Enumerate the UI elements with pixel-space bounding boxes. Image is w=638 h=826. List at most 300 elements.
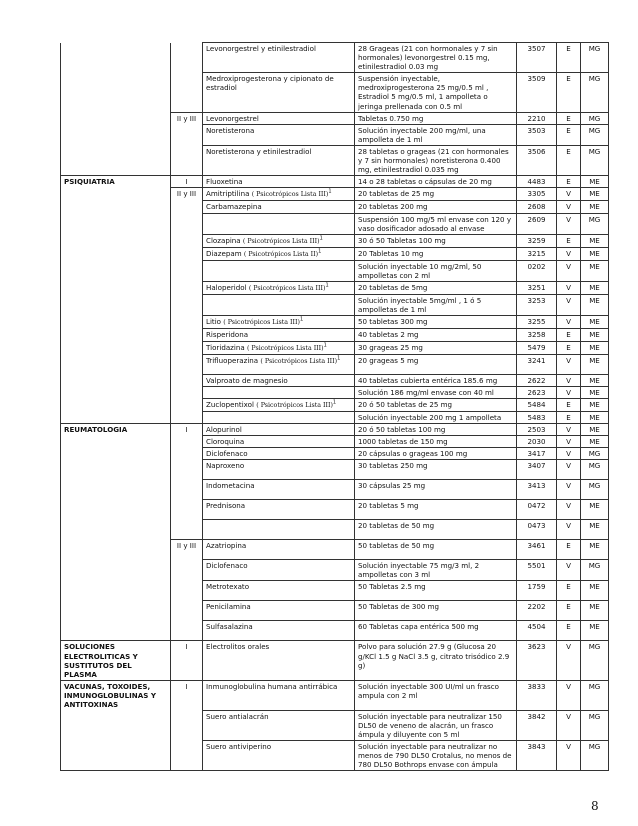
medication-name: Diclofenaco	[206, 449, 248, 459]
mg-cell: ME	[581, 436, 609, 448]
mg-cell: ME	[581, 601, 609, 621]
mg-cell: ME	[581, 520, 609, 540]
ev-cell: V	[557, 316, 581, 329]
medication-name: Noretisterona	[206, 125, 255, 135]
presentation-cell: 20 tabletas de 50 mg	[355, 520, 517, 540]
code-cell: 3833	[517, 680, 557, 710]
presentation-cell: 20 ó 50 tabletas 100 mg	[355, 424, 517, 436]
ev-cell: V	[557, 741, 581, 771]
mg-cell: ME	[581, 621, 609, 641]
medication-name-cell	[203, 520, 355, 540]
table-row	[61, 329, 609, 341]
section-cell	[61, 354, 171, 374]
mg-cell: ME	[581, 234, 609, 247]
table-row	[61, 448, 609, 460]
ev-cell: E	[557, 621, 581, 641]
table-row	[61, 581, 609, 601]
section-cell	[61, 282, 171, 295]
ev-cell: E	[557, 601, 581, 621]
medication-name-cell	[203, 641, 355, 680]
ev-cell: V	[557, 424, 581, 436]
medication-name: Metrotexato	[206, 582, 250, 592]
medication-name: Sulfasalazina	[206, 622, 253, 632]
medication-name-cell	[203, 176, 355, 188]
mg-cell: ME	[581, 386, 609, 398]
presentation-cell: 60 Tabletas capa entérica 500 mg	[355, 621, 517, 641]
presentation-cell: 28 tabletas o grageas (21 con hormonales y 7 sin hormonales) noretisterona 0.400 mg, etinilestradiol 0.035 mg	[355, 145, 517, 175]
presentation-cell: 20 tabletas de 25 mg	[355, 188, 517, 201]
presentation-cell: Tabletas 0.750 mg	[355, 112, 517, 124]
code-cell: 3255	[517, 316, 557, 329]
psychotropic-note: ( Psicotrópicos Lista III)	[251, 191, 329, 199]
medication-name-cell	[203, 540, 355, 560]
mg-cell: ME	[581, 329, 609, 341]
mg-cell: ME	[581, 424, 609, 436]
section-cell: SOLUCIONES ELECTROLITICAS Y SUSTITUTOS DEL PLASMA	[61, 641, 171, 680]
code-cell: 2030	[517, 436, 557, 448]
code-cell: 3413	[517, 480, 557, 500]
level-cell	[171, 500, 203, 520]
medication-name: Prednisona	[206, 501, 246, 511]
table-row	[61, 124, 609, 145]
ev-cell: V	[557, 213, 581, 234]
medication-name-cell	[203, 411, 355, 423]
section-cell	[61, 710, 171, 740]
mg-cell: MG	[581, 73, 609, 112]
medication-name-cell	[203, 741, 355, 771]
section-cell	[61, 741, 171, 771]
code-cell: 3506	[517, 145, 557, 175]
ev-cell: E	[557, 43, 581, 73]
medication-name: Electrolitos orales	[206, 642, 270, 652]
code-cell: 1759	[517, 581, 557, 601]
level-cell	[171, 741, 203, 771]
ev-cell: V	[557, 436, 581, 448]
table-row	[61, 316, 609, 329]
page-number: 8	[591, 799, 599, 813]
footnote-marker: 1	[323, 342, 327, 349]
table-row	[61, 460, 609, 480]
table-row	[61, 260, 609, 281]
table-row	[61, 374, 609, 386]
presentation-cell: 50 tabletas 300 mg	[355, 316, 517, 329]
section-cell	[61, 581, 171, 601]
medication-name-cell	[203, 260, 355, 281]
footnote-marker: 1	[299, 316, 304, 323]
level-cell: II y III	[171, 188, 203, 201]
presentation-cell: Solución inyectable para neutralizar no menos de 790 DL50 Crotalus, no menos de 780 DL50 Bothrops envase con ámpula	[355, 741, 517, 771]
section-cell	[61, 560, 171, 581]
medication-name: Haloperidol	[206, 283, 247, 293]
mg-cell: ME	[581, 188, 609, 201]
section-cell	[61, 112, 171, 124]
level-cell	[171, 621, 203, 641]
ev-cell: V	[557, 260, 581, 281]
medication-name: Trifluoperazina	[206, 355, 259, 365]
mg-cell: ME	[581, 282, 609, 295]
section-cell	[61, 234, 171, 247]
ev-cell: V	[557, 374, 581, 386]
presentation-cell: Solución inyectable 200 mg 1 ampolleta	[355, 411, 517, 423]
code-cell: 3623	[517, 641, 557, 680]
presentation-cell: 20 tabletas de 5mg	[355, 282, 517, 295]
code-cell: 3509	[517, 73, 557, 112]
medication-name: Tioridazina	[206, 342, 245, 352]
code-cell: 5484	[517, 398, 557, 411]
medication-name-cell	[203, 581, 355, 601]
section-cell	[61, 621, 171, 641]
level-cell	[171, 411, 203, 423]
medication-name: Suero antiviperino	[206, 742, 272, 752]
medication-name-cell	[203, 398, 355, 411]
table-row	[61, 500, 609, 520]
code-cell: 3305	[517, 188, 557, 201]
table-row	[61, 520, 609, 540]
ev-cell: E	[557, 411, 581, 423]
table-row	[61, 710, 609, 740]
section-cell: PSIQUIATRIA	[61, 176, 171, 188]
presentation-cell: Solución inyectable 300 UI/ml un frasco ampula con 2 ml	[355, 680, 517, 710]
code-cell: 5483	[517, 411, 557, 423]
medication-name-cell	[203, 436, 355, 448]
code-cell: 3258	[517, 329, 557, 341]
ev-cell: V	[557, 680, 581, 710]
mg-cell: ME	[581, 411, 609, 423]
table-row	[61, 282, 609, 295]
level-cell	[171, 354, 203, 374]
psychotropic-note: ( Psicotrópicos Lista III)	[248, 285, 326, 293]
table-row	[61, 621, 609, 641]
section-cell	[61, 73, 171, 112]
level-cell	[171, 73, 203, 112]
table-row	[61, 540, 609, 560]
level-cell	[171, 260, 203, 281]
code-cell: 5501	[517, 560, 557, 581]
medication-name-cell	[203, 448, 355, 460]
ev-cell: E	[557, 234, 581, 247]
mg-cell: ME	[581, 540, 609, 560]
level-cell	[171, 247, 203, 260]
level-cell	[171, 213, 203, 234]
section-cell	[61, 460, 171, 480]
footnote-marker: 1	[319, 235, 323, 242]
mg-cell: MG	[581, 145, 609, 175]
code-cell: 2609	[517, 213, 557, 234]
level-cell	[171, 436, 203, 448]
section-cell	[61, 448, 171, 460]
footnote-marker: 1	[332, 399, 337, 406]
medication-name-cell	[203, 201, 355, 213]
ev-cell: V	[557, 460, 581, 480]
level-cell	[171, 282, 203, 295]
mg-cell: ME	[581, 354, 609, 374]
code-cell: 0202	[517, 260, 557, 281]
ev-cell: E	[557, 176, 581, 188]
psychotropic-note: ( Psicotrópicos Lista II)	[243, 250, 319, 258]
level-cell	[171, 295, 203, 316]
medication-name: Inmunoglobulina humana antirrábica	[206, 681, 338, 691]
mg-cell: ME	[581, 398, 609, 411]
mg-cell: MG	[581, 460, 609, 480]
ev-cell: V	[557, 480, 581, 500]
level-cell	[171, 234, 203, 247]
medication-name: Fluoxetina	[206, 177, 243, 187]
level-cell	[171, 201, 203, 213]
medication-name: Clozapina	[206, 235, 241, 245]
table-row	[61, 201, 609, 213]
ev-cell: E	[557, 341, 581, 354]
code-cell: 3259	[517, 234, 557, 247]
ev-cell: E	[557, 540, 581, 560]
mg-cell: MG	[581, 741, 609, 771]
presentation-cell: 28 Grageas (21 con hormonales y 7 sin hormonales) levonorgestrel 0.15 mg, etinilestradiol 0.03 mg	[355, 43, 517, 73]
presentation-cell: Solución inyectable 200 mg/ml, una ampolleta de 1 ml	[355, 124, 517, 145]
level-cell	[171, 601, 203, 621]
section-cell	[61, 601, 171, 621]
ev-cell: E	[557, 581, 581, 601]
footnote-marker: 1	[318, 248, 322, 255]
ev-cell: V	[557, 560, 581, 581]
section-cell	[61, 213, 171, 234]
mg-cell: ME	[581, 295, 609, 316]
medication-name-cell	[203, 188, 355, 201]
ev-cell: E	[557, 124, 581, 145]
medication-name: Levonorgestrel y etinilestradiol	[206, 44, 316, 53]
section-cell	[61, 124, 171, 145]
level-cell: I	[171, 424, 203, 436]
ev-cell: E	[557, 398, 581, 411]
table-row	[61, 741, 609, 771]
level-cell: I	[171, 680, 203, 710]
presentation-cell: 50 Tabletas 2.5 mg	[355, 581, 517, 601]
code-cell: 3241	[517, 354, 557, 374]
section-cell	[61, 480, 171, 500]
medication-name-cell	[203, 480, 355, 500]
presentation-cell: Suspensión inyectable, medroxiprogesterona 25 mg/0.5 ml , Estradiol 5 mg/0.5 ml, 1 ampolleta o jeringa prellenada con 0.5 ml	[355, 73, 517, 112]
presentation-cell: 50 tabletas de 50 mg	[355, 540, 517, 560]
presentation-cell: Solución inyectable 75 mg/3 ml, 2 ampolletas con 3 ml	[355, 560, 517, 581]
section-cell	[61, 540, 171, 560]
level-cell: I	[171, 641, 203, 680]
level-cell	[171, 341, 203, 354]
presentation-cell: 20 tabletas 200 mg	[355, 201, 517, 213]
table-row	[61, 295, 609, 316]
section-cell	[61, 374, 171, 386]
medication-name: Diazepam	[206, 248, 242, 258]
presentation-cell: 40 tabletas cubierta entérica 185.6 mg	[355, 374, 517, 386]
code-cell: 3253	[517, 295, 557, 316]
presentation-cell: 20 grageas 5 mg	[355, 354, 517, 374]
medication-name: Azatriopina	[206, 541, 247, 551]
medication-name: Suero antialacrán	[206, 711, 269, 721]
section-cell	[61, 520, 171, 540]
code-cell: 4504	[517, 621, 557, 641]
psychotropic-note: ( Psicotrópicos Lista III)	[242, 237, 320, 245]
code-cell: 3251	[517, 282, 557, 295]
mg-cell: ME	[581, 341, 609, 354]
presentation-cell: 1000 tabletas de 150 mg	[355, 436, 517, 448]
level-cell	[171, 520, 203, 540]
code-cell: 2623	[517, 386, 557, 398]
code-cell: 3215	[517, 247, 557, 260]
medication-name-cell	[203, 354, 355, 374]
section-cell	[61, 436, 171, 448]
ev-cell: E	[557, 73, 581, 112]
medication-name-cell	[203, 374, 355, 386]
presentation-cell: 20 cápsulas o grageas 100 mg	[355, 448, 517, 460]
code-cell: 0472	[517, 500, 557, 520]
medication-name: Indometacina	[206, 481, 255, 491]
medication-name-cell	[203, 341, 355, 354]
medication-name: Carbamazepina	[206, 202, 262, 212]
section-cell	[61, 316, 171, 329]
code-cell: 5479	[517, 341, 557, 354]
mg-cell: MG	[581, 680, 609, 710]
table-row	[61, 176, 609, 188]
table-row	[61, 560, 609, 581]
mg-cell: MG	[581, 124, 609, 145]
presentation-cell: Solución inyectable 10 mg/2ml, 50 ampolletas con 2 ml	[355, 260, 517, 281]
code-cell: 3842	[517, 710, 557, 740]
level-cell: II y III	[171, 540, 203, 560]
section-cell	[61, 411, 171, 423]
medication-name-cell	[203, 500, 355, 520]
medication-name: Medroxiprogesterona y cipionato de estradiol	[206, 74, 334, 93]
table-row	[61, 213, 609, 234]
table-row	[61, 680, 609, 710]
code-cell: 3461	[517, 540, 557, 560]
mg-cell: MG	[581, 43, 609, 73]
mg-cell: MG	[581, 560, 609, 581]
mg-cell: MG	[581, 112, 609, 124]
medication-name: Noretisterona y etinilestradiol	[206, 146, 312, 156]
medication-name-cell	[203, 112, 355, 124]
mg-cell: MG	[581, 641, 609, 680]
medication-name-cell	[203, 710, 355, 740]
code-cell: 0473	[517, 520, 557, 540]
ev-cell: V	[557, 710, 581, 740]
presentation-cell: Polvo para solución 27.9 g (Glucosa 20 g/KCl 1.5 g NaCl 3.5 g, citrato trisódico 2.9 g)	[355, 641, 517, 680]
presentation-cell: 20 Tabletas 10 mg	[355, 247, 517, 260]
code-cell: 2202	[517, 601, 557, 621]
presentation-cell: Solución inyectable para neutralizar 150 DL50 de veneno de alacrán, un frasco ámpula y diluyente con 5 ml	[355, 710, 517, 740]
level-cell	[171, 448, 203, 460]
presentation-cell: 30 ó 50 Tabletas 100 mg	[355, 234, 517, 247]
footnote-marker: 1	[328, 188, 332, 195]
level-cell	[171, 560, 203, 581]
footnote-marker: 1	[337, 355, 341, 362]
medication-name-cell	[203, 43, 355, 73]
presentation-cell: 30 tabletas 250 mg	[355, 460, 517, 480]
level-cell: I	[171, 176, 203, 188]
medication-name-cell	[203, 234, 355, 247]
medication-name-cell	[203, 460, 355, 480]
ev-cell: V	[557, 386, 581, 398]
table-row	[61, 112, 609, 124]
code-cell: 4483	[517, 176, 557, 188]
table-row	[61, 354, 609, 374]
table-row	[61, 386, 609, 398]
ev-cell: V	[557, 282, 581, 295]
medication-name: Diclofenaco	[206, 561, 248, 571]
table-row	[61, 480, 609, 500]
level-cell	[171, 374, 203, 386]
code-cell: 2608	[517, 201, 557, 213]
medication-name: Cloroquina	[206, 437, 245, 447]
presentation-cell: 30 grageas 25 mg	[355, 341, 517, 354]
medication-name-cell	[203, 560, 355, 581]
medication-name-cell	[203, 73, 355, 112]
level-cell	[171, 386, 203, 398]
section-cell	[61, 188, 171, 201]
level-cell	[171, 124, 203, 145]
code-cell: 3503	[517, 124, 557, 145]
table-row	[61, 424, 609, 436]
psychotropic-note: ( Psicotrópicos Lista III)	[260, 357, 338, 365]
medication-name: Alopurinol	[206, 425, 242, 434]
psychotropic-note: ( Psicotrópicos Lista III)	[256, 401, 333, 409]
table-row	[61, 398, 609, 411]
section-cell	[61, 398, 171, 411]
medication-name-cell	[203, 329, 355, 341]
code-cell: 2210	[517, 112, 557, 124]
level-cell: II y III	[171, 112, 203, 124]
level-cell	[171, 710, 203, 740]
mg-cell: ME	[581, 260, 609, 281]
mg-cell: ME	[581, 247, 609, 260]
medication-name-cell	[203, 145, 355, 175]
section-cell: VACUNAS, TOXOIDES, INMUNOGLOBULINAS Y ANTITOXINAS	[61, 680, 171, 710]
ev-cell: V	[557, 500, 581, 520]
medication-name-cell	[203, 247, 355, 260]
presentation-cell: 14 o 28 tabletas o cápsulas de 20 mg	[355, 176, 517, 188]
ev-cell: V	[557, 641, 581, 680]
medication-name-cell	[203, 680, 355, 710]
level-cell	[171, 316, 203, 329]
ev-cell: V	[557, 448, 581, 460]
medication-name-cell	[203, 213, 355, 234]
ev-cell: E	[557, 329, 581, 341]
code-cell: 2622	[517, 374, 557, 386]
medication-name: Levonorgestrel	[206, 113, 259, 123]
section-cell	[61, 295, 171, 316]
ev-cell: V	[557, 295, 581, 316]
medication-name: Amitriptilina	[206, 189, 250, 199]
ev-cell: V	[557, 520, 581, 540]
presentation-cell: 30 cápsulas 25 mg	[355, 480, 517, 500]
code-cell: 3507	[517, 43, 557, 73]
code-cell: 2503	[517, 424, 557, 436]
table-row	[61, 601, 609, 621]
medication-table	[60, 42, 609, 771]
ev-cell: V	[557, 247, 581, 260]
medication-name: Litio	[206, 317, 222, 327]
medication-name: Naproxeno	[206, 461, 245, 471]
medication-name-cell	[203, 124, 355, 145]
table-row	[61, 341, 609, 354]
table-row	[61, 188, 609, 201]
mg-cell: ME	[581, 581, 609, 601]
medication-name-cell	[203, 295, 355, 316]
mg-cell: MG	[581, 213, 609, 234]
table-row	[61, 145, 609, 175]
ev-cell: E	[557, 145, 581, 175]
mg-cell: ME	[581, 201, 609, 213]
psychotropic-note: ( Psicotrópicos Lista III)	[246, 344, 324, 352]
medication-name-cell	[203, 601, 355, 621]
mg-cell: ME	[581, 374, 609, 386]
table-row	[61, 234, 609, 247]
